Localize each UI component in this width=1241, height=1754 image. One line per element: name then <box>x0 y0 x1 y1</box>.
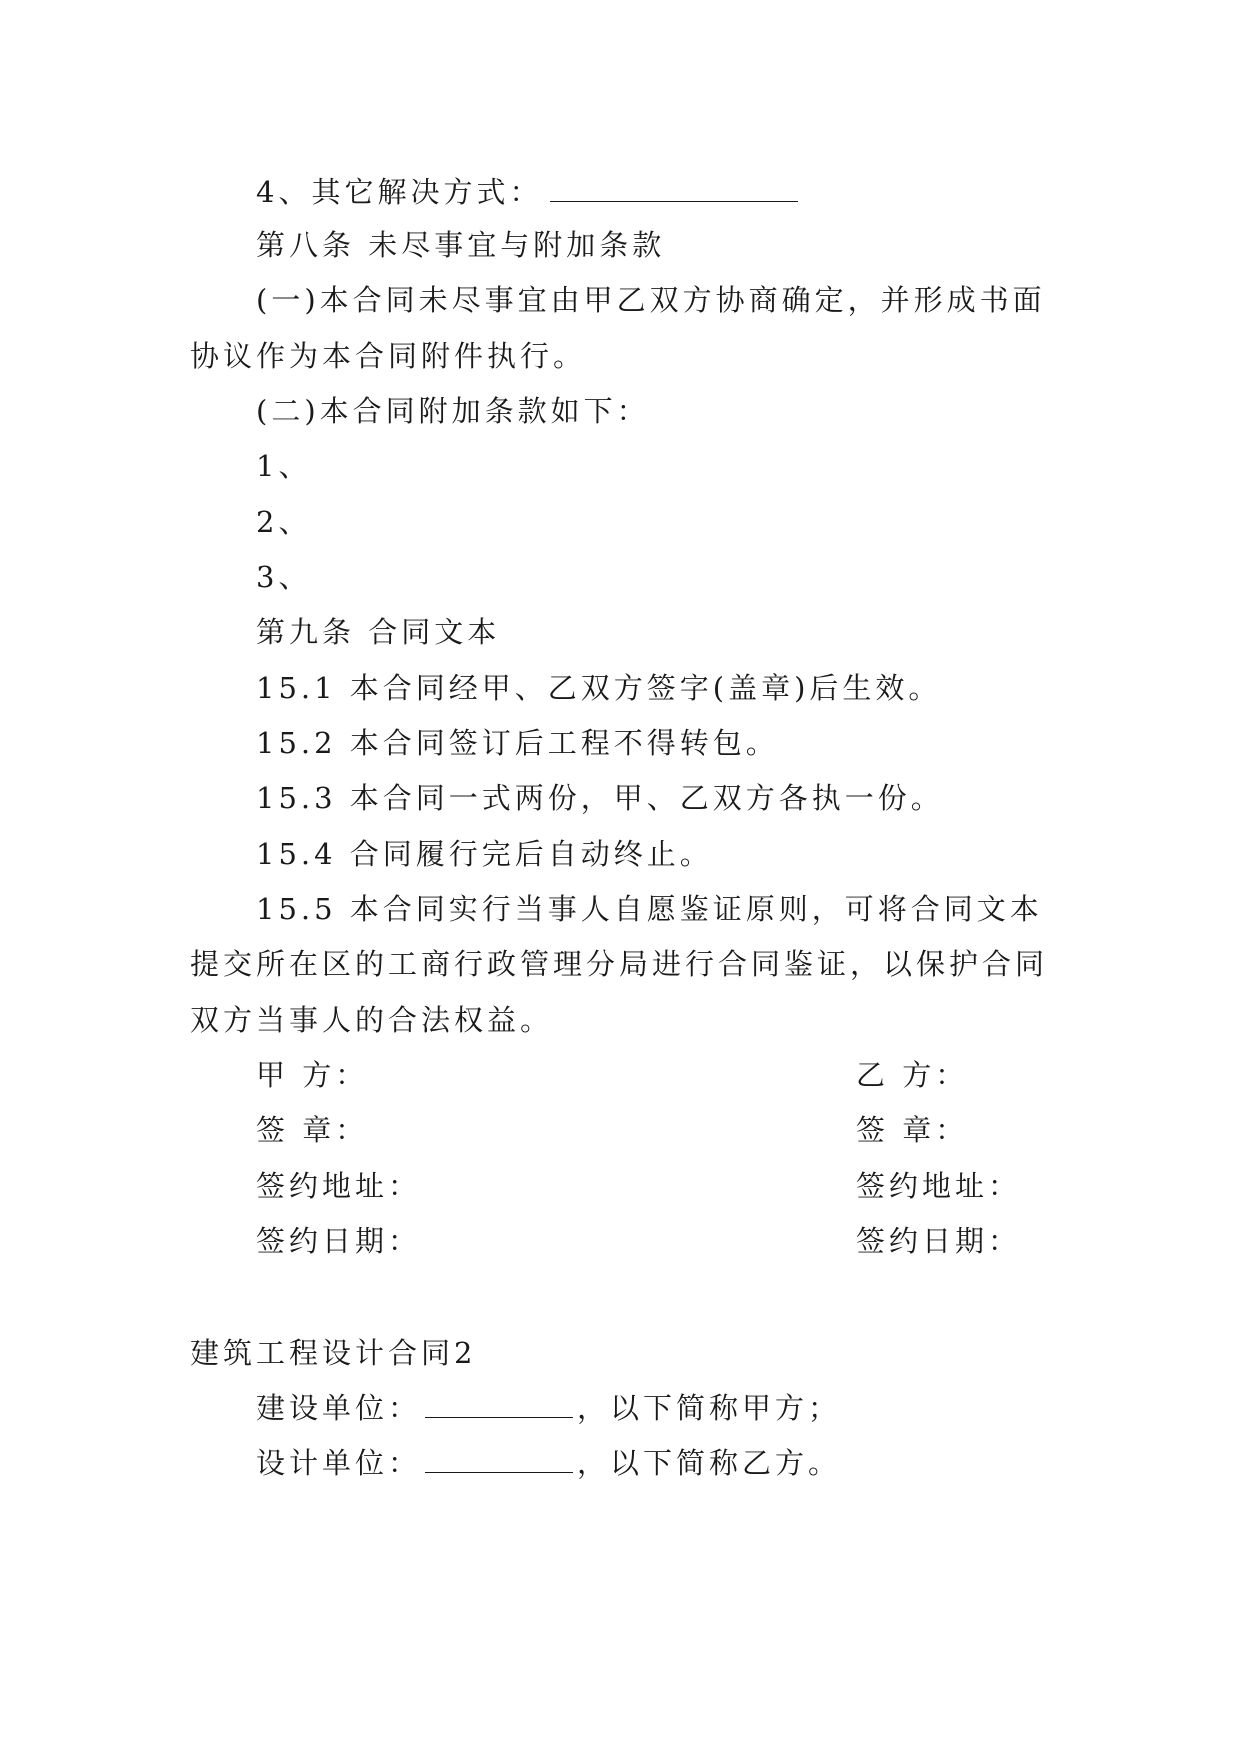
builder-unit-line <box>256 1388 1136 1428</box>
clause-15-5-line1: 15.5 本合同实行当事人自愿鉴证原则，可将合同文本 <box>256 892 1043 926</box>
designer-unit-line <box>256 1443 1136 1483</box>
article-9-title: 第九条 合同文本 <box>256 615 501 649</box>
clause-15-5-line3: 双方当事人的合法权益。 <box>190 1003 554 1037</box>
clause-15-4: 15.4 合同履行完后自动终止。 <box>256 837 713 871</box>
party-b-label: 乙 方： <box>856 1058 969 1092</box>
contract-2-title: 建筑工程设计合同2 <box>190 1336 477 1370</box>
builder-unit-blank <box>425 1391 573 1418</box>
article-8-item-1: 1、 <box>256 449 312 483</box>
builder-unit-suffix: ，以下简称甲方； <box>577 1391 842 1425</box>
designer-unit-blank <box>425 1446 573 1473</box>
other-resolution-line <box>256 172 1136 212</box>
date-b-label: 签约日期： <box>856 1224 1022 1258</box>
article-8-para1-line2: 协议作为本合同附件执行。 <box>190 339 587 373</box>
article-8-item-2: 2、 <box>256 505 312 539</box>
date-a-label: 签约日期： <box>256 1224 422 1258</box>
address-a-label: 签约地址： <box>256 1169 422 1203</box>
seal-b-label: 签 章： <box>856 1113 969 1147</box>
other-resolution-label: 4、其它解决方式： <box>256 175 543 209</box>
designer-unit-label: 设计单位： <box>256 1446 422 1480</box>
article-8-para1-line1: (一)本合同未尽事宜由甲乙双方协商确定，并形成书面 <box>256 283 1046 317</box>
designer-unit-suffix: ，以下简称乙方。 <box>577 1446 842 1480</box>
clause-15-3: 15.3 本合同一式两份，甲、乙双方各执一份。 <box>256 781 944 815</box>
article-8-item-3: 3、 <box>256 560 312 594</box>
seal-a-label: 签 章： <box>256 1113 369 1147</box>
builder-unit-label: 建设单位： <box>256 1391 422 1425</box>
article-8-para2: (二)本合同附加条款如下： <box>256 394 650 428</box>
clause-15-1: 15.1 本合同经甲、乙双方签字(盖章)后生效。 <box>256 671 942 705</box>
address-b-label: 签约地址： <box>856 1169 1022 1203</box>
other-resolution-blank <box>550 175 798 202</box>
clause-15-2: 15.2 本合同签订后工程不得转包。 <box>256 726 779 760</box>
party-a-label: 甲 方： <box>256 1058 369 1092</box>
article-8-title: 第八条 未尽事宜与附加条款 <box>256 228 666 262</box>
clause-15-5-line2: 提交所在区的工商行政管理分局进行合同鉴证，以保护合同 <box>190 947 1049 981</box>
